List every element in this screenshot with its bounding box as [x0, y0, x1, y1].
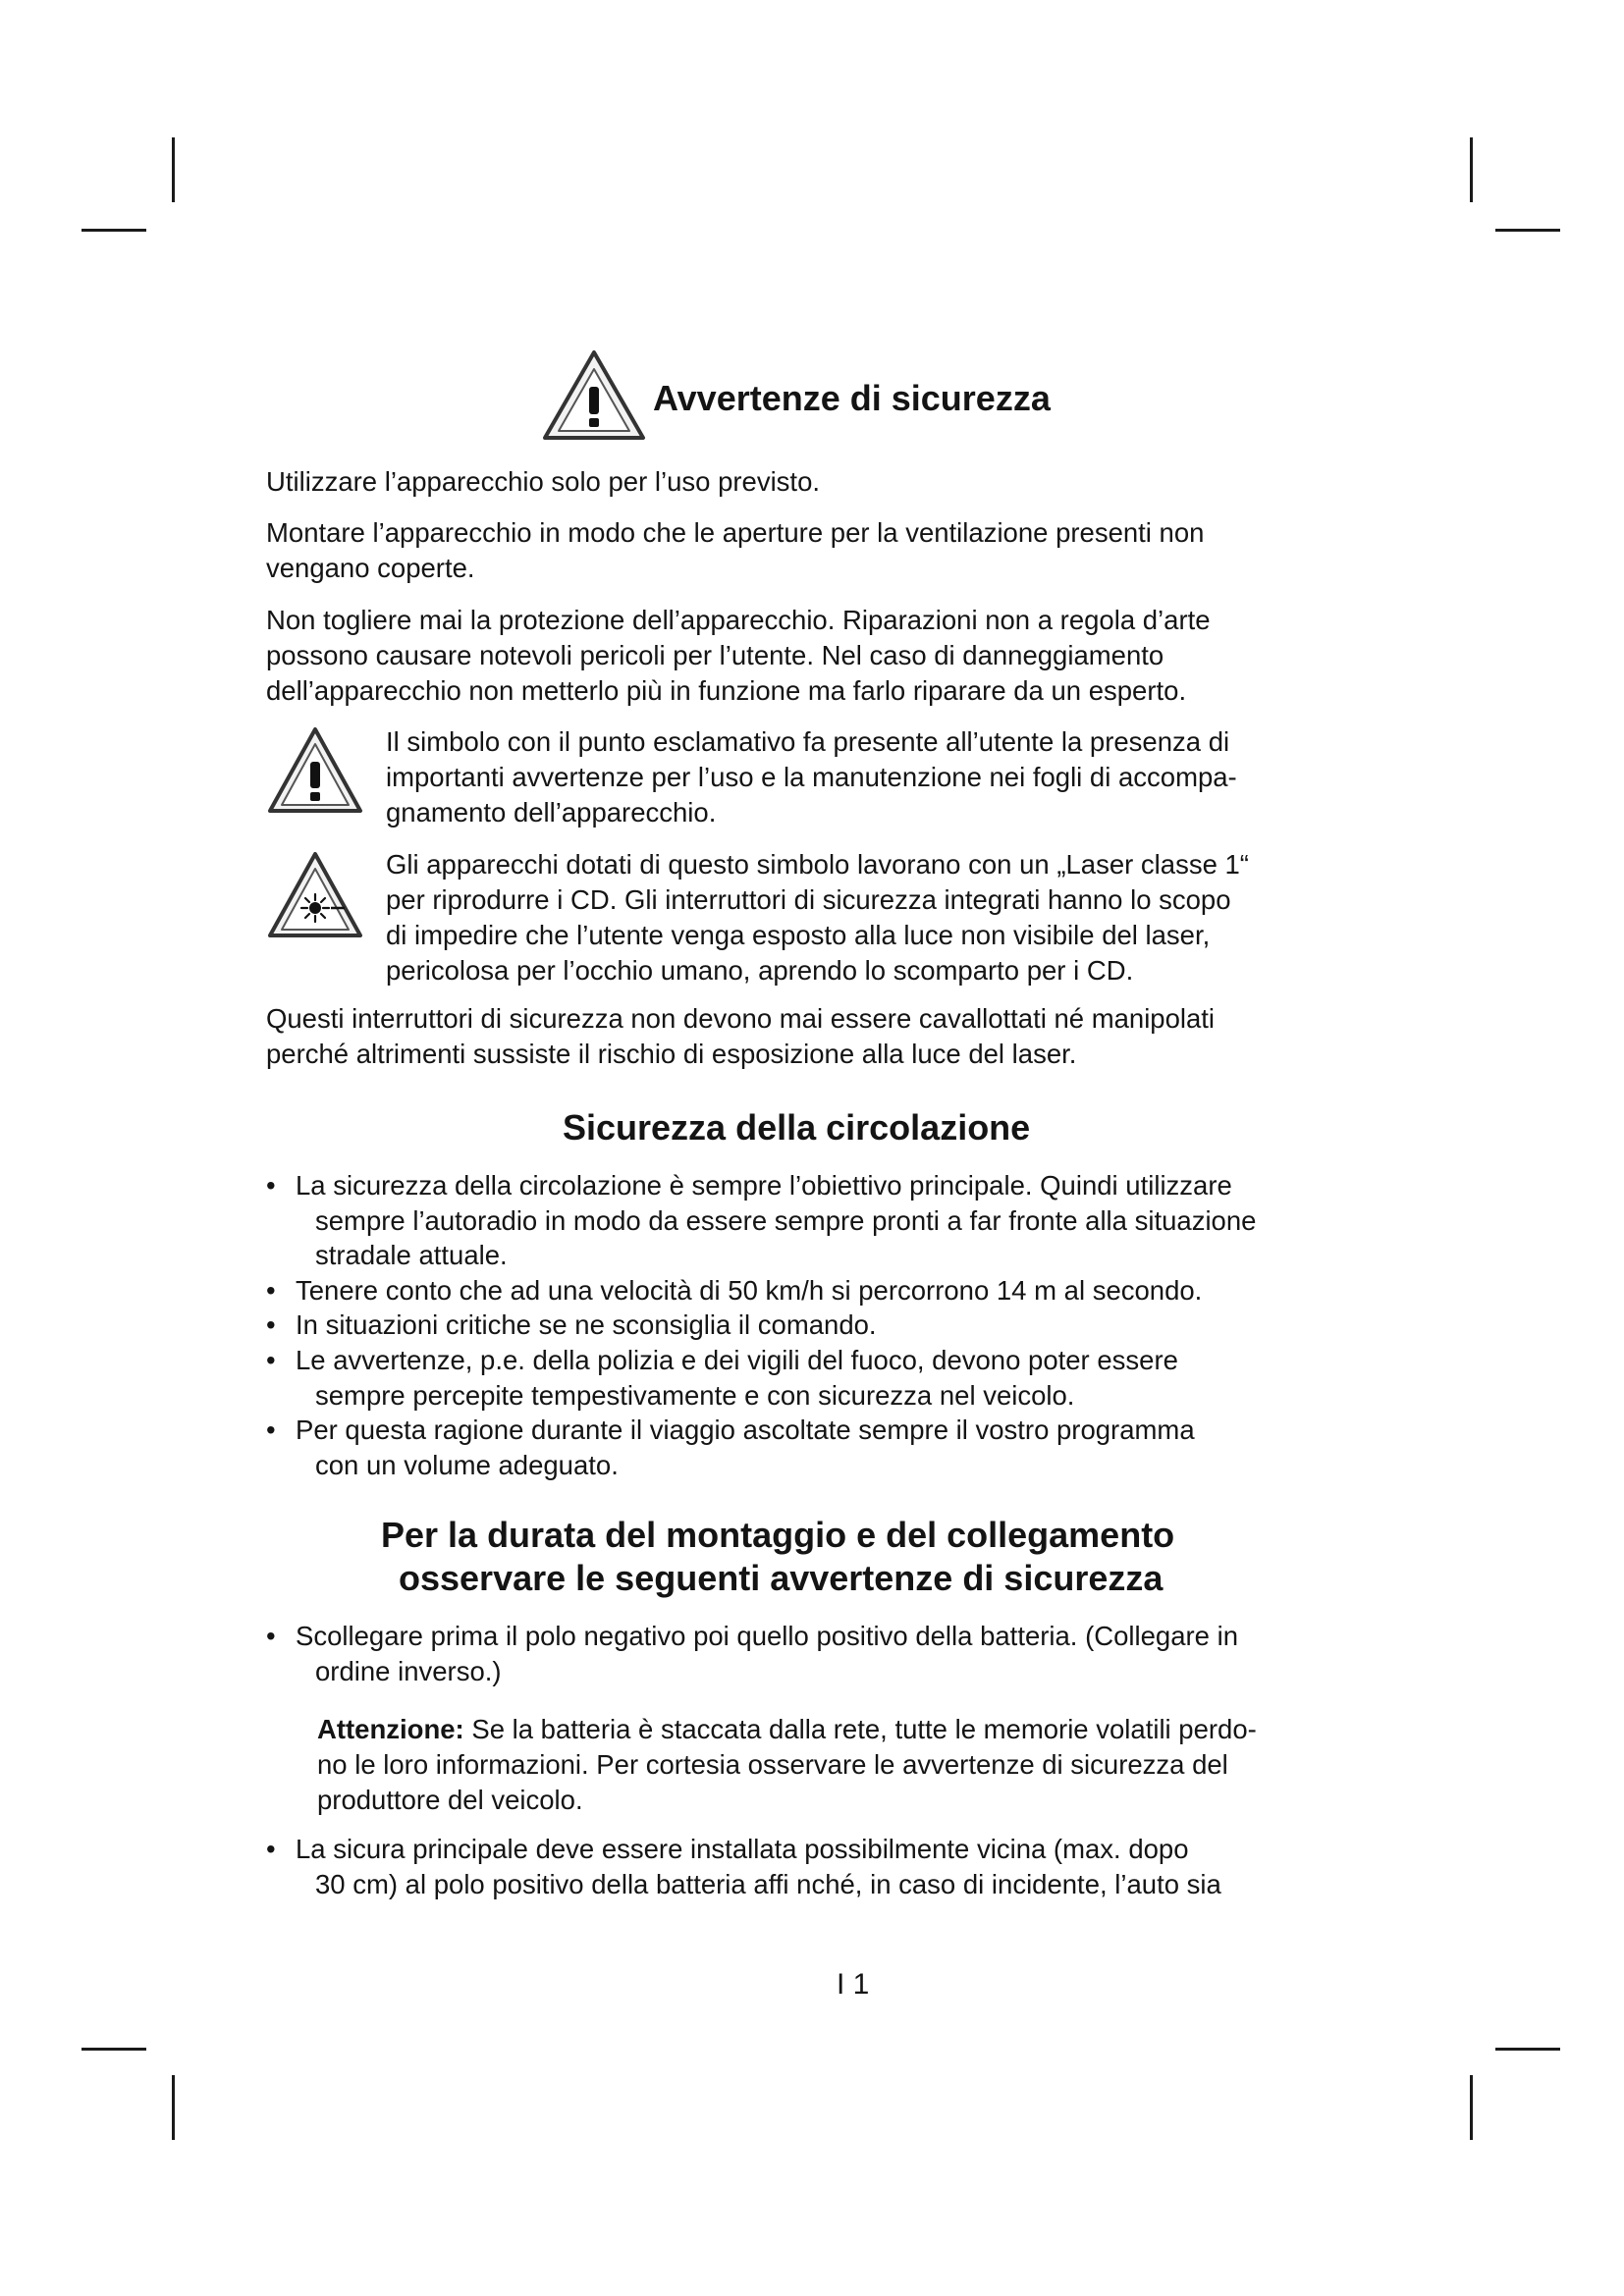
- crop-mark: [1470, 2075, 1473, 2140]
- list-item: • Tenere conto che ad una velocità di 50 km/h si percorrono 14 m al secondo.: [266, 1273, 1202, 1308]
- bullet: •: [266, 1415, 276, 1445]
- attention-note: Attenzione: Se la batteria è staccata dalla rete, tutte le memorie volatili perdo- no le loro informazioni. Per cortesia osservare le avvertenze di sicurezza del produttore del veicolo.: [317, 1714, 1257, 1815]
- attention-label: Attenzione:: [317, 1714, 464, 1744]
- bullet: •: [266, 1170, 276, 1201]
- list-item: • Le avvertenze, p.e. della polizia e dei vigili del fuoco, devono poter essere sempre percepite tempestivamente e con sicurezza nel veicolo.: [266, 1345, 1178, 1411]
- bullet: •: [266, 1834, 276, 1864]
- crop-mark: [172, 137, 175, 202]
- list-item: • La sicurezza della circolazione è sempre l’obiettivo principale. Quindi utilizzare sempre l’autoradio in modo da essere sempre pronti a far fronte alla situazione stradale attuale.: [266, 1170, 1257, 1270]
- crop-mark: [172, 2075, 175, 2140]
- paragraph-ventilation: Montare l’apparecchio in modo che le aperture per la ventilazione presenti non vengano coperte.: [266, 517, 1205, 583]
- exclamation-warning-icon: [266, 726, 364, 817]
- paragraph-intended-use: Utilizzare l’apparecchio solo per l’uso previsto.: [266, 466, 821, 497]
- crop-mark: [1470, 137, 1473, 202]
- laser-warning-icon: [266, 851, 364, 941]
- list-item: • In situazioni critiche se ne sconsiglia il comando.: [266, 1308, 877, 1343]
- section-title-installation-line2: osservare le seguenti avvertenze di sicurezza: [399, 1558, 1164, 1598]
- bullet: •: [266, 1621, 276, 1651]
- paragraph-safety-switches: Questi interruttori di sicurezza non devono mai essere cavallottati né manipolati perché altrimenti sussiste il rischio di esposizione alla luce del laser.: [266, 1003, 1216, 1069]
- paragraph-exclamation-symbol: Il simbolo con il punto esclamativo fa presente all’utente la presenza di importanti avvertenze per l’uso e la manutenzione nei fogli di accompa- gnamento dell’apparecchio.: [386, 726, 1237, 828]
- paragraph-protection: Non togliere mai la protezione dell’apparecchio. Riparazioni non a regola d’arte possono causare notevoli pericoli per l’utente. Nel caso di danneggiamento dell’apparecchio non metterlo più in funzione ma farlo riparare da un esperto.: [266, 605, 1211, 706]
- list-item: • La sicura principale deve essere installata possibilmente vicina (max. dopo 30 cm) al polo positivo della batteria affi nché, in caso di incidente, l’auto sia: [266, 1834, 1221, 1899]
- bullet: •: [266, 1345, 276, 1375]
- list-item: • Per questa ragione durante il viaggio ascoltate sempre il vostro programma con un volume adeguato.: [266, 1415, 1195, 1480]
- paragraph-laser-symbol: Gli apparecchi dotati di questo simbolo lavorano con un „Laser classe 1“ per riprodurre i CD. Gli interruttori di sicurezza integrati hanno lo scopo di impedire che l’utente venga esposto alla luce non visibile del laser, pericolosa per l’occhio umano, aprendo lo scomparto per i CD.: [386, 849, 1249, 986]
- crop-mark: [81, 2048, 146, 2051]
- page-number: I 1: [837, 1968, 870, 2001]
- section-title-safety-warnings: Avvertenze di sicurezza: [653, 378, 1051, 418]
- crop-mark: [1495, 229, 1560, 232]
- warning-triangle-icon: [541, 349, 647, 442]
- bullet: •: [266, 1309, 276, 1340]
- list-item: • Scollegare prima il polo negativo poi quello positivo della batteria. (Collegare in ordine inverso.): [266, 1621, 1239, 1686]
- section-title-traffic-safety: Sicurezza della circolazione: [563, 1107, 1031, 1148]
- crop-mark: [1495, 2048, 1560, 2051]
- crop-mark: [81, 229, 146, 232]
- section-title-installation-line1: Per la durata del montaggio e del collegamento: [381, 1515, 1175, 1555]
- bullet: •: [266, 1275, 276, 1306]
